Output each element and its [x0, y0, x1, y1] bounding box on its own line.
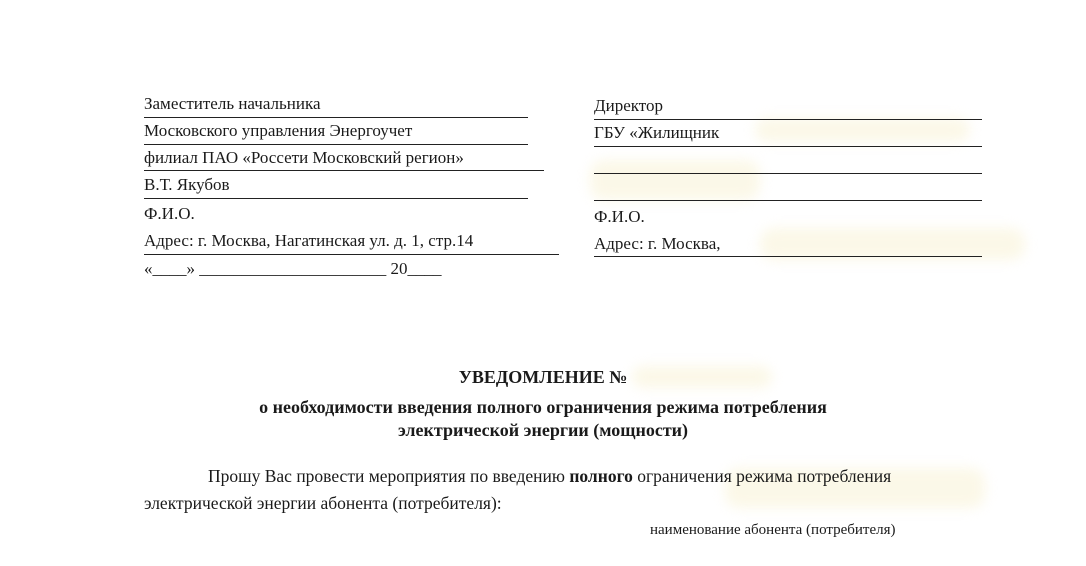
redaction-smudge	[590, 160, 760, 200]
underline	[144, 144, 528, 145]
notice-subtitle-1: о необходимости введения полного ограничения режима потребления	[259, 397, 827, 417]
sender-date-line: «____» ______________________ 20____	[144, 259, 442, 278]
underline	[594, 200, 982, 201]
notice-subtitle-2: электрической энергии (мощности)	[397, 420, 689, 440]
sender-organization: филиал ПАО «Россети Московский регион»	[144, 148, 464, 167]
recipient-address: Адрес: г. Москва,	[594, 234, 721, 253]
recipient-organization: ГБУ «Жилищник	[594, 123, 720, 142]
recipient-position: Директор	[594, 96, 663, 115]
notice-title-text: УВЕДОМЛЕНИЕ №	[458, 367, 628, 387]
redaction-smudge	[755, 118, 970, 142]
underline	[594, 146, 982, 147]
underline	[594, 173, 982, 174]
underline	[144, 254, 559, 255]
sender-fio-label: Ф.И.О.	[144, 204, 195, 223]
underline	[144, 170, 544, 171]
underline	[144, 117, 528, 118]
body-text-part-1: Прошу Вас провести мероприятия по введению	[208, 466, 570, 486]
sender-name: В.Т. Якубов	[144, 175, 230, 194]
abonent-name-hint: наименование абонента (потребителя)	[650, 522, 896, 538]
underline	[144, 198, 528, 199]
body-text-part-2: ограничения режима потребления	[632, 466, 892, 486]
underline	[594, 119, 982, 120]
sender-department: Московского управления Энергоучет	[144, 121, 413, 140]
sender-position: Заместитель начальника	[144, 94, 321, 113]
underline	[594, 256, 982, 257]
body-line-2: электрической энергии абонента (потребителя):	[144, 493, 502, 513]
sender-address: Адрес: г. Москва, Нагатинская ул. д. 1, стр.14	[144, 231, 474, 250]
notice-title	[0, 366, 1086, 388]
body-line-1	[208, 465, 891, 487]
recipient-fio-label: Ф.И.О.	[594, 207, 645, 226]
body-emphasis: полного	[569, 466, 633, 486]
